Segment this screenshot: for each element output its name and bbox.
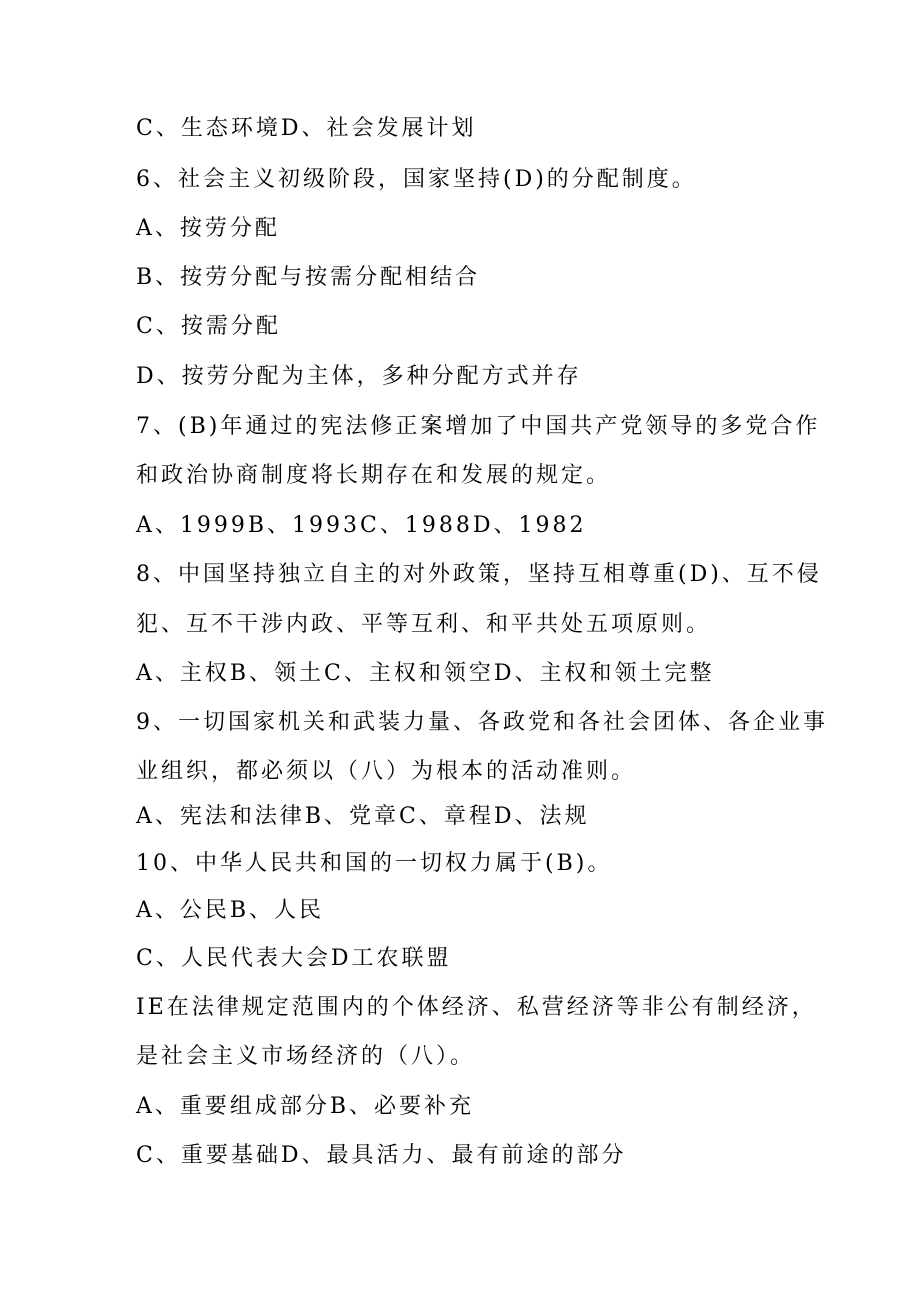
text-line-question-7: 7、(B)年通过的宪法修正案增加了中国共产党领导的多党合作 [136,414,821,439]
text-line-question-6: 6、社会主义初级阶段，国家坚持(D)的分配制度。 [136,167,697,192]
text-line-option-d-q6: D、按劳分配为主体，多种分配方式并存 [136,364,582,389]
text-line-question-9: 9、一切国家机关和武装力量、各政党和各社会团体、各企业事 [136,710,828,735]
text-line-question-9-cont: 业组织，都必须以（八）为根本的活动准则。 [136,759,637,784]
text-line-options-ab-q11: A、重要组成部分B、必要补充 [136,1094,475,1119]
text-line-options-q7: A、1999B、1993C、1988D、1982 [136,513,587,538]
text-line-option-a-q6: A、按劳分配 [136,216,280,241]
text-line-option-c-q6: C、按需分配 [136,314,281,339]
text-line-options-q8: A、主权B、领土C、主权和领空D、主权和领土完整 [136,661,715,686]
text-line-question-7-cont: 和政治协商制度将长期存在和发展的规定。 [136,463,612,488]
text-line-options-cd-q11: C、重要基础D、最具活力、最有前途的部分 [136,1143,627,1168]
text-line-options-q9: A、宪法和法律B、党章C、章程D、法规 [136,804,590,829]
text-line-option-c-d-q5: C、生态环境D、社会发展计划 [136,116,477,141]
text-line-options-ab-q10: A、公民B、人民 [136,898,325,923]
text-line-option-b-q6: B、按劳分配与按需分配相结合 [136,265,481,290]
text-line-question-8-cont: 犯、互不干涉内政、平等互利、和平共处五项原则。 [136,612,712,637]
text-line-question-11-cont: 是社会主义市场经济的（八）。 [136,1044,476,1069]
text-line-options-cd-q10: C、人民代表大会D工农联盟 [136,946,452,971]
text-line-question-11: IE在法律规定范围内的个体经济、私营经济等非公有制经济， [136,995,817,1020]
text-line-question-8: 8、中国坚持独立自主的对外政策，坚持互相尊重(D)、互不侵 [136,562,822,587]
text-line-question-10: 10、中华人民共和国的一切权力属于(B)。 [136,851,613,876]
